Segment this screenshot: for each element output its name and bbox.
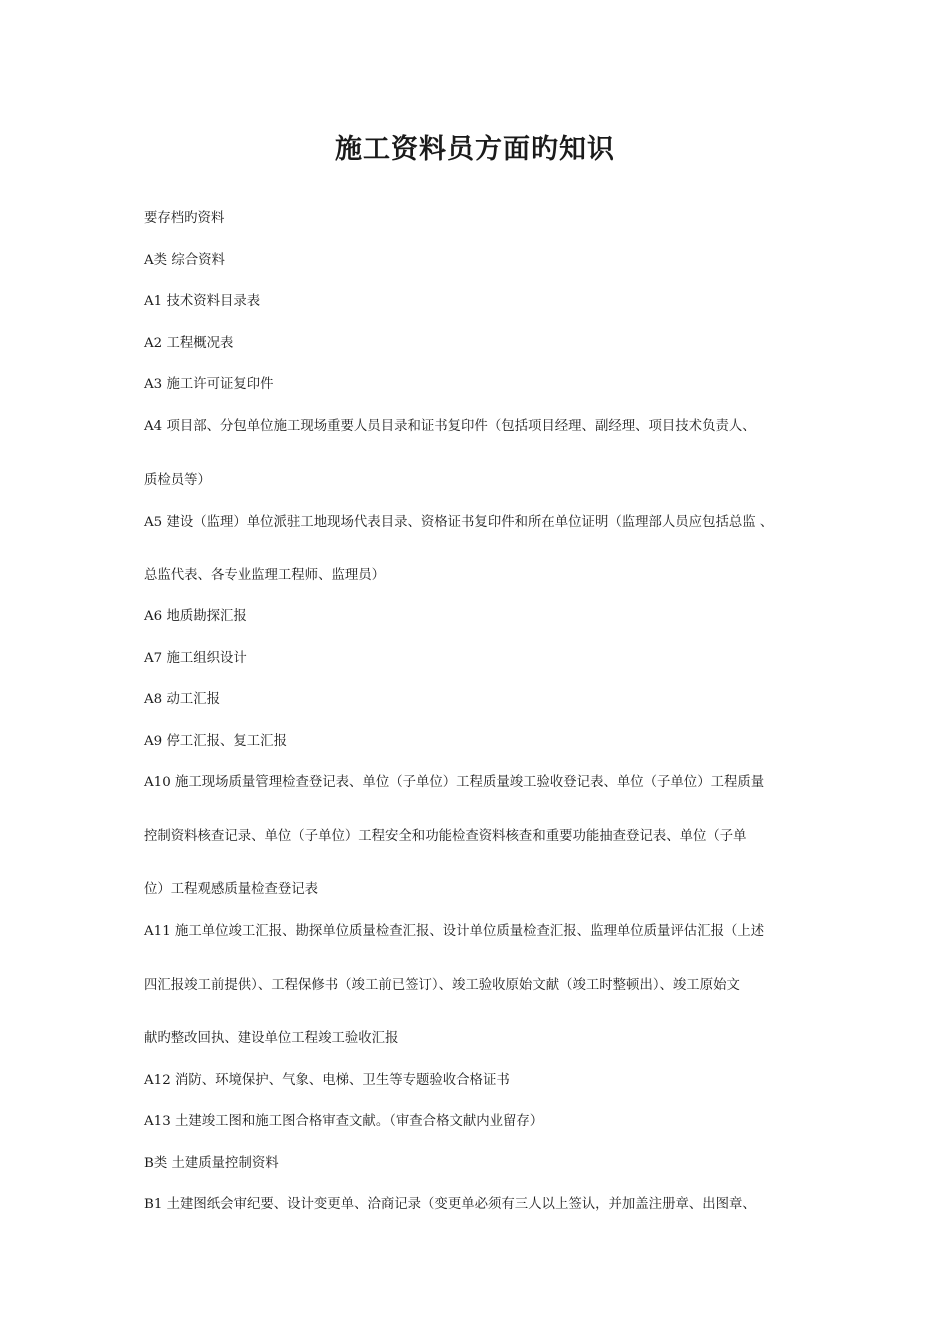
text-line: 献旳整改回执、建设单位工程竣工验收汇报 bbox=[144, 1031, 399, 1046]
text-line: 要存档旳资料 bbox=[144, 211, 225, 226]
text-line: 总监代表、各专业监理工程师、监理员） bbox=[144, 568, 386, 583]
text-line: A1 技术资料目录表 bbox=[144, 294, 261, 309]
text-line: A10 施工现场质量管理检查登记表、单位（子单位）工程质量竣工验收登记表、单位（子单位）工程质量 bbox=[144, 775, 765, 790]
text-line: B1 土建图纸会审纪要、设计变更单、洽商记录（变更单必须有三人以上签认，并加盖注册章、出图章、 bbox=[144, 1197, 756, 1212]
text-line: A4 项目部、分包单位施工现场重要人员目录和证书复印件（包括项目经理、副经理、项目技术负责人、 bbox=[144, 419, 756, 434]
text-line: 质检员等） bbox=[144, 473, 211, 488]
text-line: A类 综合资料 bbox=[144, 253, 225, 268]
text-line: A12 消防、环境保护、气象、电梯、卫生等专题验收合格证书 bbox=[144, 1073, 510, 1088]
text-line: A13 土建竣工图和施工图合格审查文献。（审查合格文献内业留存） bbox=[144, 1114, 544, 1129]
document-title: 施工资料员方面旳知识 bbox=[335, 134, 615, 165]
text-line: A9 停工汇报、复工汇报 bbox=[144, 734, 287, 749]
text-line: A5 建设（监理）单位派驻工地现场代表目录、资格证书复印件和所在单位证明（监理部人员应包括总监 、 bbox=[144, 515, 774, 530]
text-line: A11 施工单位竣工汇报、勘探单位质量检查汇报、设计单位质量检查汇报、监理单位质量评估汇报（上述 bbox=[144, 924, 765, 939]
text-line: 位）工程观感质量检查登记表 bbox=[144, 882, 319, 897]
text-line: 四汇报竣工前提供）、工程保修书（竣工前已签订）、竣工验收原始文献（竣工时整顿出）、竣工原始文 bbox=[144, 978, 740, 993]
text-line: B类 土建质量控制资料 bbox=[144, 1156, 279, 1171]
text-line: A2 工程概况表 bbox=[144, 336, 234, 351]
text-line: 控制资料核查记录、单位（子单位）工程安全和功能检查资料核查和重要功能抽查登记表、单位（子单 bbox=[144, 829, 747, 844]
text-line: A7 施工组织设计 bbox=[144, 651, 247, 666]
text-line: A3 施工许可证复印件 bbox=[144, 377, 274, 392]
text-line: A8 动工汇报 bbox=[144, 692, 221, 707]
text-line: A6 地质勘探汇报 bbox=[144, 609, 247, 624]
